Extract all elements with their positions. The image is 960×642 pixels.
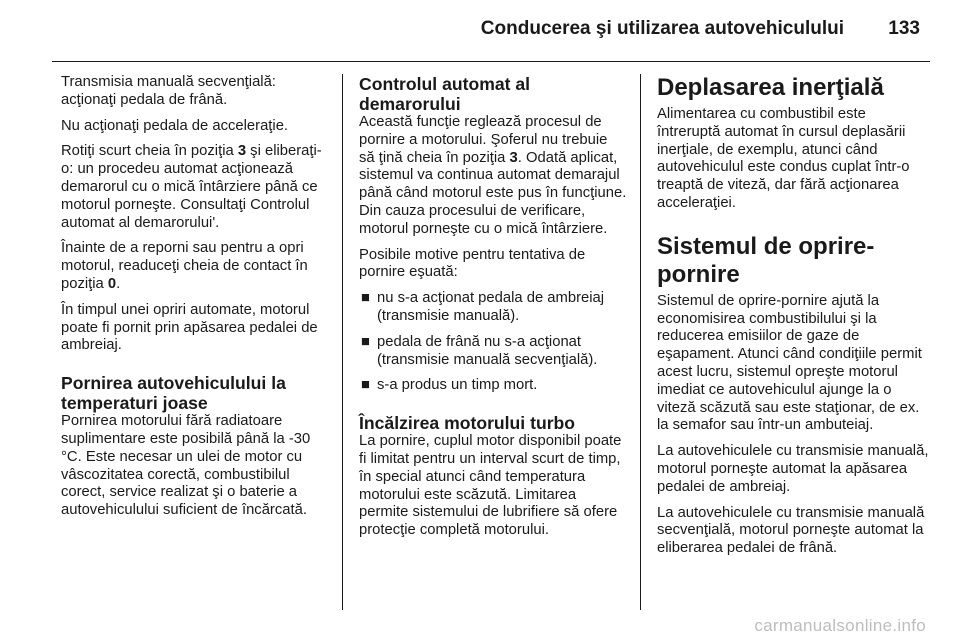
column-divider-2: [640, 74, 641, 610]
paragraph: Alimentarea cu combustibil este întreruptă automat în cursul deplasării inerţiale, de exemplu, atunci când autovehiculul este condus cuplat într-o treaptă de viteză, dar fără acţionarea acceleraţiei.: [657, 106, 910, 211]
paragraph: Transmisia manuală secvenţială: acţionaţi pedala de frână.: [61, 74, 276, 108]
running-header-title: Conducerea şi utilizarea autovehiculului: [480, 18, 844, 39]
section-heading-cold-start: Pornirea autovehiculului la temperaturi joase: [61, 373, 286, 414]
key-position: 3: [237, 143, 247, 160]
column-left: [61, 74, 329, 528]
header-divider: [52, 61, 930, 62]
page-number: 133: [888, 18, 920, 39]
section-heading-stop-start: Sistemul de oprire-pornire: [657, 232, 875, 288]
bullet-list: [359, 290, 627, 395]
square-bullet-icon: ■: [361, 290, 370, 307]
paragraph: Înainte de a reporni sau pentru a opri motorul, readuceţi cheia de contact în poziţia 0.: [61, 240, 308, 292]
section-heading-coasting: Deplasarea inerţială: [657, 74, 884, 101]
paragraph: Această funcţie reglează procesul de pornire a motorului. Şoferul nu trebuie să ţină cheia în poziţia 3. Odată aplicat, sistemul va continua automat demarajul până când motorul este pus în funcţiune. Din cauza procesului de verificare, motorul porneşte cu o mică întârziere.: [359, 114, 627, 237]
paragraph: Nu acţionaţi pedala de acceleraţie.: [61, 117, 289, 134]
section-heading-turbo-warmup: Încălzirea motorului turbo: [359, 413, 576, 434]
paragraph: La pornire, cuplul motor disponibil poate fi limitat pentru un interval scurt de timp, în special atunci când temperatura motorului este scăzută. Limitarea permite sistemului de lubrifiere să ofere protecţie completă motorului.: [359, 433, 622, 539]
column-middle: [359, 74, 627, 548]
paragraph: Rotiţi scurt cheia în poziţia 3 şi eliberaţi-o: un procedeu automat acţionează demarorul cu o mică întârziere până ce motorul porneşte. Consultaţi Controlul automat al demarorului'.: [61, 143, 322, 231]
paragraph: În timpul unei opriri automate, motorul poate fi pornit prin apăsarea pedalei de ambreiaj.: [61, 301, 318, 354]
paragraph: Posibile motive pentru tentativa de pornire eşuată:: [359, 246, 586, 281]
list-item: ■ s-a produs un timp mort.: [361, 377, 538, 394]
square-bullet-icon: ■: [361, 377, 370, 394]
key-position: 0: [107, 275, 117, 292]
paragraph: Pornirea motorului fără radiatoare suplimentare este posibilă până la -30 °C. Este necesar un ulei de motor cu vâscozitatea corectă, combustibilul corect, service realizat şi o baterie a autovehiculului suficient de încărcată.: [61, 413, 311, 519]
column-right: [657, 74, 932, 566]
section-heading-starter-control: Controlul automat al demarorului: [359, 74, 531, 114]
watermark: carmanualsonline.info: [754, 616, 926, 635]
list-item: ■ pedala de frână nu s-a acţionat (transmisie manuală secvenţială).: [361, 333, 598, 368]
page-header: [0, 0, 960, 48]
list-item: ■ nu s-a acţionat pedala de ambreiaj (transmisie manuală).: [361, 290, 605, 324]
paragraph: La autovehiculele cu transmisie manuală secvenţială, motorul porneşte automat la eliberarea pedalei de frână.: [657, 504, 925, 557]
column-divider-1: [342, 74, 343, 610]
square-bullet-icon: ■: [361, 333, 370, 350]
paragraph: Sistemul de oprire-pornire ajută la economisirea combustibilului şi la reducerea emisiilor de gaze de eşapament. Atunci când condiţiile permit acest lucru, sistemul opreşte motorul imediat ce autovehiculul ajunge la o viteză scăzută sau este staţionar, de ex. la semafor sau într-un ambuteiaj.: [657, 292, 922, 434]
paragraph: La autovehiculele cu transmisie manuală, motorul porneşte automat la apăsarea pedalei de ambreiaj.: [657, 443, 929, 495]
key-position: 3: [509, 149, 518, 166]
